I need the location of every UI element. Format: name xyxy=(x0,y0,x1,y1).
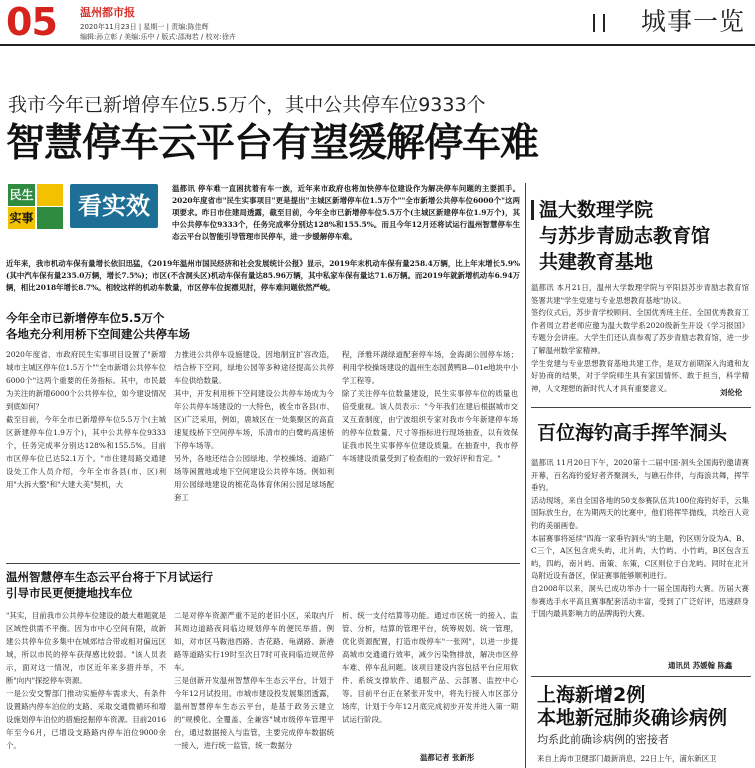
art3-title xyxy=(531,684,755,730)
art3-body: 来自上海市卫健部门最新消息，22日上午，浦东新区卫 xyxy=(537,754,717,763)
sec2-column-3: 析、统一支付结算等功能。通过市区统一的接入、监管、分析，结算的管理平台，统筹规划、统一管理，优化资源配置，打造市级停车"一张网"，以进一步提高城市交通通行效率，减少污染物排放，解决市区停车难、停车乱问题。该项目建设内容包括平台应用软件、系统支撑软件、通服产品、云部署、监控中心等。目前平台正在紧张开发中，将先行接入市区部分场库，计划于今年12月底完成初步开发并进入第一期试运行阶段。 xyxy=(342,611,518,724)
right-divider-2 xyxy=(531,676,751,677)
sec2-column-2: 二是对停车资源严重不足的老旧小区，采取内斤其周边道路夜间临边规划停车的便民举措。例如，对市区马鞍池西路、杏花路、龟湖路、新港路等道路实行19时至次日7时可夜间临边规范停车。 三是创新开发温州智慧停车生态云平台，计划于今年12月试投用。市城市建设投发展集团透露，温州智慧停车生态云平台，是基于政务云建立的"规模化、全覆盖、全兼容"城市级停车管理平台，通过数据接入与监管，主要完成停车数据统一接入，进行统一监管，统一数据分 xyxy=(174,611,334,750)
art3-subtitle: 均系此前确诊病例的密接者 xyxy=(537,733,669,746)
sec2-byline: 温都记者 张新彤 xyxy=(420,753,475,762)
subhead-1-line1: 今年全市已新增停车位5.5万个 xyxy=(6,311,165,325)
column-divider xyxy=(525,183,526,768)
lead-paragraph: 温都讯 停车难一直困扰着有车一族，近年来市政府也将加快停车位建设作为解决停车问题的主要抓手。2020年度省市"民生实事项目"更是提出"主城区新增停车位1.5万个""全市新增公共停车位6000个"这两项要求。昨日市住建局透露，截至目前，今年全市已新增停车位5.5万个(主城区新建停车位1.9万个)，其中公共停车位9333个，任务完成率分别达128%和155.5%。而且今年12月还将试运行温州智慧停车生态云平台以智能引导管理市民停车，进一步缓解停车难。 xyxy=(172,184,520,241)
right-divider-1 xyxy=(531,407,751,408)
sec2-column-1: "其实，目前我市公共停车位建设的最大难题就是区域性供需不平衡。因为市中心空间有限，故新建公共停车位多集中在城郊结合带或相对偏远区域，所以市民的停车获得感比较弱。"该人员表示，面对这一情况，市区近年来多措并举，不断"向内"探挖停车资源。 一是公安交警部门推动实施停车需求大、有条件设置路内停车泊位的支路、采取交通微循环和增设施划停车泊位的措施挖掘停车资源。目前2016年至今6月，已增设支路路内停车泊位9000余个。 xyxy=(6,611,166,750)
masthead-rule xyxy=(0,44,755,46)
logo-kanshixiao: 看实效 xyxy=(70,184,158,228)
logo-cell-minsheng: 民生 xyxy=(8,184,35,206)
subhead-1 xyxy=(6,310,520,342)
sec1-column-2: 力推进公共停车设施建设，因地制宜扩容改造，结合桥下空间，绿地公园等多种途径提高公共停车位供给数量。 其中，开发利用桥下空间建设公共停车场成为今年公共停车场建设的一大特色，被全市各县(市、区)广泛采用，例如，鹿城区在一处集聚区的高直速复线桥下空间停车场，乐清市的白鹭屿高速桥下停车场等。 另外，各地还结合公园绿地、学校操场、道路广场等闲置地或地下空间建设公共停车场。例如利用公园绿地建设的梳花岛体育休闲公园足球场配套工 xyxy=(174,350,334,502)
sec1-column-1: 2020年度省、市政府民生实事项目设置了"新增城市主城区停车位1.5万个""全市新增公共停车位6000个"这两个重要的任务指标。其中，市民最为关注的新增6000个公共停车位，如今建设情况到底如何？ 截至目前，今年全市已新增停车位5.5万个(主城区新建停车位1.9万个)，其中公共停车位9333个，任务完成率分别达128%和155.5%。目前市区停车位已达52.1万个。"市住建局路交通建设处工作人员介绍，今年全市各县(市、区)利用"大拆大整"和"大建大美"契机，大 xyxy=(6,350,166,489)
art1-title-line1: 温大数理学院 xyxy=(539,199,654,221)
art1-title-line2: 与苏步青励志教育馆 xyxy=(539,225,711,247)
art2-title: 百位海钓高手挥竿洞头 xyxy=(537,422,728,444)
subhead-2 xyxy=(6,569,520,601)
section-title: 城事一览 xyxy=(640,7,745,36)
art1-byline: 刘伦伦 xyxy=(720,388,743,397)
sec1-column-3: 程，泽雅环湖绿道配套停车场，金海湖公园停车场；利用学校操场建设的温州生态园黄鸭B—01e地块中小学工程等。 除了关注停车位数量建设，民生实事停车位的质量也倍受重视。该人员表示："今年我们在建后根据城市交叉互查制度，由宁波组织专家对我市今年新建停车场的停车位数量、尺寸等指标进行现场抽查，以有效保证我市民生实事停车位建设质量。在抽查中，我市停车场建设质量受到了检查组的一致好评和肯定。" xyxy=(342,350,518,463)
subhead-2-line2: 引导市民更便捷地找车位 xyxy=(6,586,133,600)
logo-cell-accent xyxy=(37,184,63,206)
intro-paragraph: 近年来，我市机动车保有量增长依旧迅猛，《2019年温州市国民经济和社会发展统计公报》显示，2019年末机动车保有量258.4万辆，比上年末增长5.9%(其中汽车保有量235.0万辆，增长7.5%)；市区(不含洞头区)机动车保有量达85.96万辆，其中私家车保有量达71.6万辆。而2019年就新增机动车6.94万辆，相比2018年增长8.7%。相较这样的机动车数量，市区停车位捉襟见肘，停车难问题依然严峻。 xyxy=(6,259,520,292)
art2-body: 温都讯 11月20日下午，2020第十二届中国·洞头全国海钓邀请赛开幕，百名海钓爱好者齐聚洞头，与礁石作伴，与海浪共舞，挥竿垂钓。 活动现场，来自全国各地的50支参赛队伍共100位海钓好手，云集国际放生台，在为期两天的比赛中，他们将挥竿抛线，共绘百人竞钓的美丽画卷。 本届赛事将延续"四海一家垂钓洞头"的主题，钓区则分设为A、B、C三个，A区包含虎头屿，北爿屿，大竹屿、小竹屿，B区包含五屿，四屿，南爿屿、南策、东策，C区则位于白龙屿。同时在北爿岛附近设有备区，保证赛事能够顺利进行。 自2008年以来，洞头已成功举办十一届全国海钓大赛。历届大赛参赛选手水平高且赛事配套活动丰富，受到了广泛好评，迅速跻身于国内最具影响力的品牌海钓大赛。 xyxy=(531,458,749,619)
art3-title-line2: 本地新冠肺炎确诊病例 xyxy=(537,707,728,729)
section-divider xyxy=(6,563,520,564)
main-headline: 智慧停车云平台有望缓解停车难 xyxy=(6,121,539,166)
art1-title-line3: 共建教育基地 xyxy=(539,251,654,273)
page-number: 05 xyxy=(6,0,57,44)
art3-title-line1: 上海新增2例 xyxy=(537,684,646,706)
section-title-ornament xyxy=(593,14,605,32)
paper-name: 温州都市报 xyxy=(80,6,135,19)
headline-kicker: 我市今年已新增停车位5.5万个，其中公共停车位9333个 xyxy=(8,94,486,116)
logo-cell-shishi: 实事 xyxy=(8,207,35,229)
header-meta-date: 2020年11月23日 | 星期一 | 责编:陈佳辉 xyxy=(80,23,209,31)
subhead-1-line2: 各地充分利用桥下空间建公共停车场 xyxy=(6,327,190,341)
art1-title xyxy=(531,197,751,275)
header-meta-editors: 编辑:孙立彰 / 美编:乐中 / 版式:邵海若 / 校对:徐卉 xyxy=(80,33,236,41)
art2-byline: 通讯员 苏媛翰 陈鑫 xyxy=(668,661,733,670)
column-logo xyxy=(6,180,156,240)
logo-cell-accent-2 xyxy=(37,207,63,229)
art1-body: 温都讯 本月21日，温州大学数理学院与平阳县苏步青励志教育馆签署共建"学生党建与专业思想教育基地"协议。 签约仪式后，苏步青学校顾问、全国优秀班主任、全国优秀教育工作者周立君老师应邀为温大数学系2020级新生开设《学习报国》专题分会讲座。大学生们还认真参观了苏步青励志教育馆，进一步了解温州数学家精神。 学生党建与专业思想教育基地共建工作，是双方前期深入沟通和友好协商的结果，对于学院师生具有家国情怀、敢于担当，科学精神，人文理想的新时代人才具有重要意义。 xyxy=(531,283,749,393)
subhead-2-line1: 温州智慧停车生态云平台将于下月试运行 xyxy=(6,570,213,584)
